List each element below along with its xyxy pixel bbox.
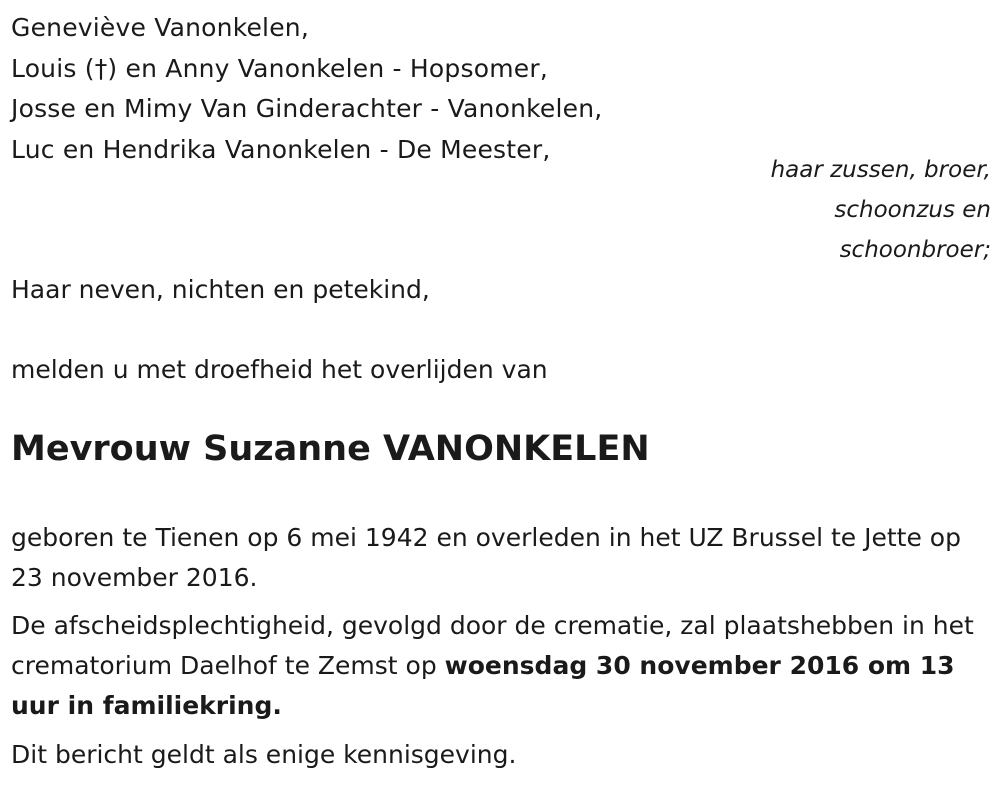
announcement-line: melden u met droefheid het overlijden van	[11, 355, 548, 384]
relation-line: schoonzus en	[834, 197, 991, 223]
ceremony-paragraph	[11, 606, 996, 726]
deceased-name: Mevrouw Suzanne VANONKELEN	[11, 429, 650, 469]
family-line: Geneviève Vanonkelen,	[11, 13, 309, 42]
relation-line: schoonbroer;	[839, 237, 991, 263]
birth-death-paragraph: geboren te Tienen op 6 mei 1942 en overleden in het UZ Brussel te Jette op 23 november 2016.	[11, 523, 961, 592]
ceremony-date-time: woensdag 30 november 2016 om 13 uur in familiekring.	[11, 651, 955, 720]
kin-line: Haar neven, nichten en petekind,	[11, 275, 430, 304]
family-line: Josse en Mimy Van Ginderachter - Vanonkelen,	[11, 94, 603, 123]
notice-line: Dit bericht geldt als enige kennisgeving.	[11, 740, 517, 769]
ceremony-intro: De afscheidsplechtigheid, gevolgd door de crematie, zal plaatshebben in het crematorium Daelhof te Zemst op	[11, 611, 974, 680]
family-line: Louis (†) en Anny Vanonkelen - Hopsomer,	[11, 53, 548, 83]
family-list	[11, 8, 602, 170]
relation-note	[591, 150, 991, 270]
family-line: Luc en Hendrika Vanonkelen - De Meester,	[11, 134, 551, 164]
relation-line: haar zussen, broer,	[770, 157, 991, 183]
